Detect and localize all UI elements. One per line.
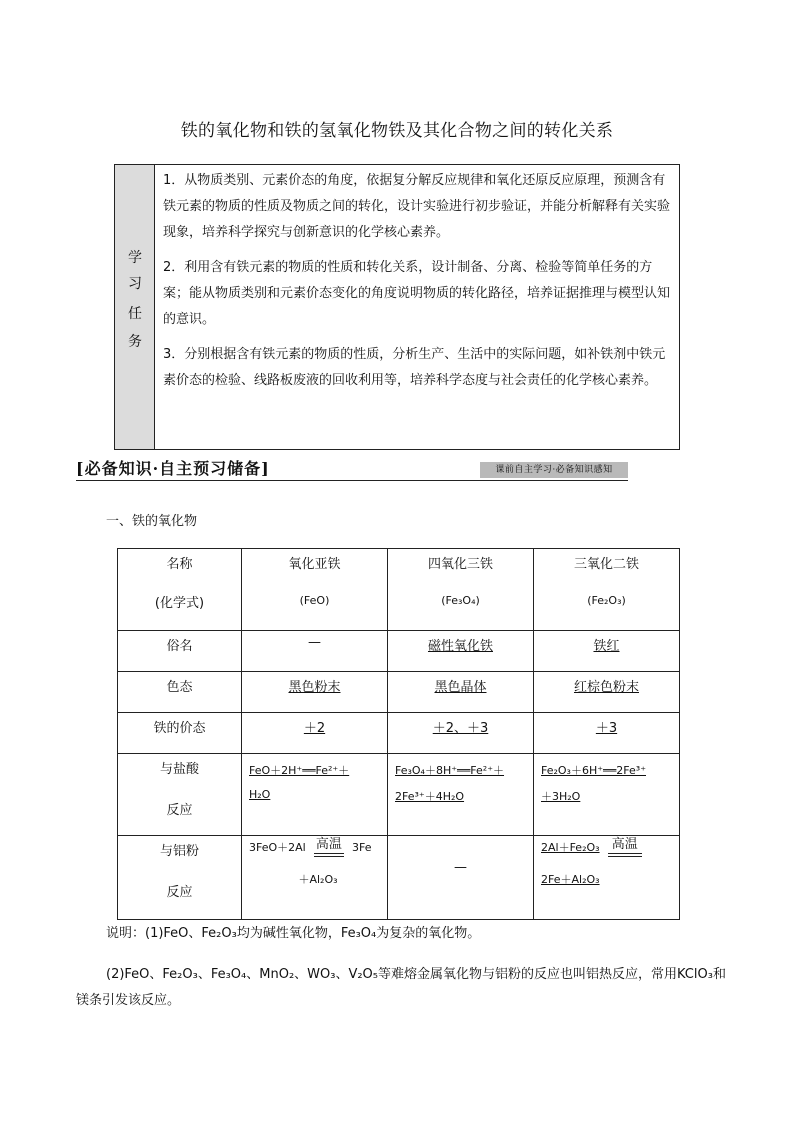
iron-oxides-table <box>117 548 680 920</box>
task-item: 1．从物质类别、元素价态的角度，依据复分解反应规律和氧化还原反应原理，预测含有铁元素的物质的性质及物质之间的转化，设计实验进行初步验证，并能分析解释有关实验现象，培养科学探究与创新意识的化学核心素养。 <box>163 173 671 240</box>
reaction-equals-sign <box>314 853 344 857</box>
equation-cell <box>388 754 534 836</box>
section-tag: 课前自主学习·必备知识感知 <box>480 462 628 478</box>
learning-task-list <box>163 168 673 403</box>
equation-line: ＋Al₂O₃ <box>298 873 338 886</box>
equation-line: 2Fe³⁺＋4H₂O <box>395 790 465 803</box>
equation-cell <box>242 836 388 920</box>
learning-task-label <box>115 165 155 449</box>
table-cell <box>534 672 680 713</box>
row-label-top: 与铝粉 <box>159 844 199 859</box>
oxide-name: 三氧化二铁 <box>573 557 639 572</box>
task-item: 2．利用含有铁元素的物质的性质和转化关系，设计制备、分离、检验等简单任务的方案；能从物质类别和元素价态变化的角度说明物质的转化路径，培养证据推理与模型认知的意识。 <box>163 260 671 327</box>
note-1: 说明：(1)FeO、Fe₂O₃均为碱性氧化物，Fe₃O₄为复杂的氧化物。 <box>106 926 481 941</box>
header-label-bottom: (化学式) <box>154 596 205 611</box>
row-label-bottom: 反应 <box>166 803 193 818</box>
equation-line <box>541 838 679 857</box>
section-title: [必备知识·自主预习储备] <box>76 459 270 478</box>
table-row <box>118 713 680 754</box>
section-header <box>76 456 628 481</box>
answer-text: 铁红 <box>593 639 620 654</box>
table-cell <box>388 672 534 713</box>
table-row <box>118 631 680 672</box>
equation-cell <box>242 754 388 836</box>
subsection-heading: 一、铁的氧化物 <box>106 514 198 529</box>
table-cell <box>388 631 534 672</box>
table-cell <box>242 672 388 713</box>
answer-text: 红棕色粉末 <box>573 680 639 695</box>
table-header-label <box>118 549 242 631</box>
equation-right: 3Fe <box>352 841 372 854</box>
row-label: 铁的价态 <box>118 713 242 754</box>
table-cell: — <box>242 631 388 672</box>
answer-text: ＋3 <box>595 721 618 736</box>
equation-cell <box>534 754 680 836</box>
table-row <box>118 836 680 920</box>
row-label <box>118 836 242 920</box>
learning-task-box <box>114 164 680 450</box>
table-row <box>118 754 680 836</box>
answer-text: 黑色粉末 <box>288 680 341 695</box>
page-title: 铁的氧化物和铁的氢氧化物铁及其化合物之间的转化关系 <box>180 121 614 141</box>
equation-line: Fe₂O₃＋6H⁺══2Fe³⁺ <box>541 764 646 777</box>
answer-text: 磁性氧化铁 <box>427 639 493 654</box>
equation-line: ＋3H₂O <box>541 790 581 803</box>
row-label-bottom: 反应 <box>166 885 193 900</box>
row-label <box>118 754 242 836</box>
table-cell <box>388 713 534 754</box>
table-row <box>118 672 680 713</box>
task-item: 3．分别根据含有铁元素的物质的性质，分析生产、生活中的实际问题，如补铁剂中铁元素价态的检验、线路板废液的回收利用等，培养科学态度与社会责任的化学核心素养。 <box>163 347 666 388</box>
table-cell <box>534 631 680 672</box>
header-label-top: 名称 <box>166 557 193 572</box>
table-cell <box>534 713 680 754</box>
equation-line: FeO＋2H⁺══Fe²⁺＋ <box>249 764 350 777</box>
condition-text: 高温 <box>315 837 342 852</box>
row-label-top: 与盐酸 <box>159 762 199 777</box>
equation-line: H₂O <box>249 788 271 801</box>
oxide-formula: (FeO) <box>299 594 330 607</box>
high-temperature-condition <box>314 838 344 857</box>
answer-text: ＋2、＋3 <box>432 721 489 736</box>
task-label-char: 习 <box>128 276 142 292</box>
equation-line <box>249 838 387 857</box>
table-header-cell <box>242 549 388 631</box>
task-label-char: 任 <box>128 306 142 322</box>
answer-text: 黑色晶体 <box>434 680 487 695</box>
answer-text: ＋2 <box>303 721 326 736</box>
table-row <box>118 549 680 631</box>
equation-left: 3FeO＋2Al <box>249 841 306 854</box>
oxide-name: 四氧化三铁 <box>427 557 493 572</box>
task-label-char: 学 <box>128 250 142 266</box>
task-label-char: 务 <box>128 334 142 350</box>
oxide-name: 氧化亚铁 <box>288 557 341 572</box>
table-cell <box>242 713 388 754</box>
equation-line: Fe₃O₄＋8H⁺══Fe²⁺＋ <box>395 764 505 777</box>
table-cell: — <box>388 836 534 920</box>
reaction-equals-sign <box>608 853 642 857</box>
note-2: (2)FeO、Fe₂O₃、Fe₃O₄、MnO₂、WO₃、V₂O₅等难熔金属氧化物与铝粉的反应也叫铝热反应，常用KClO₃和镁条引发该反应。 <box>76 967 726 1008</box>
high-temperature-condition <box>608 838 642 857</box>
row-label: 色态 <box>118 672 242 713</box>
equation-left: 2Al＋Fe₂O₃ <box>541 841 600 854</box>
row-label: 俗名 <box>118 631 242 672</box>
table-header-cell <box>534 549 680 631</box>
equation-cell <box>534 836 680 920</box>
equation-line: 2Fe＋Al₂O₃ <box>541 873 600 886</box>
oxide-formula: (Fe₃O₄) <box>441 594 480 607</box>
oxide-formula: (Fe₂O₃) <box>587 594 626 607</box>
table-header-cell <box>388 549 534 631</box>
condition-text: 高温 <box>611 837 638 852</box>
